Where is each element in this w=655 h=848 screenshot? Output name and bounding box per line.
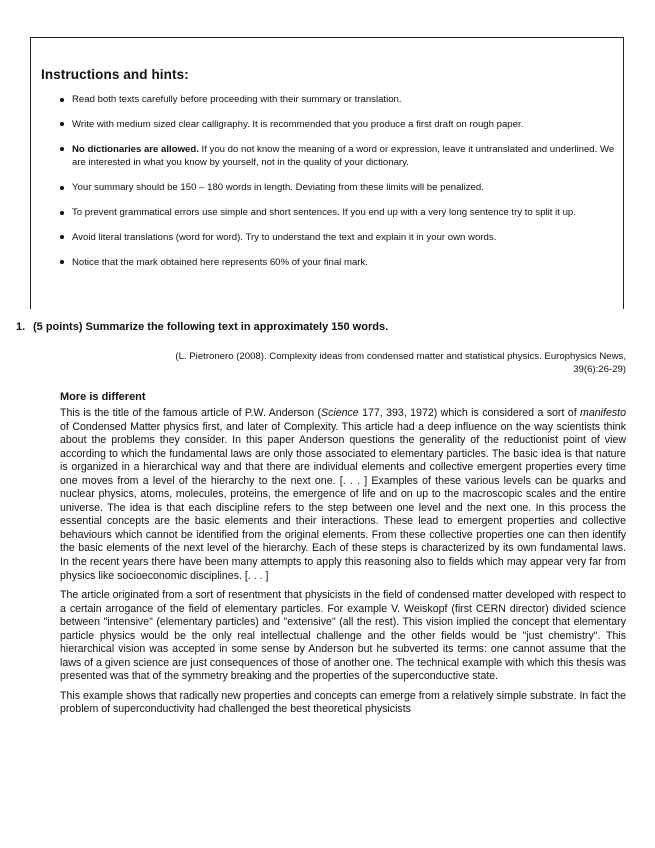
question-title: (5 points) Summarize the following text in approximately 150 words. <box>33 321 389 333</box>
instructions-box <box>30 37 624 309</box>
hint-item: Avoid literal translations (word for word). Try to understand the text and explain it in your own words. <box>31 231 623 244</box>
bullet-icon <box>60 260 64 264</box>
hints-list <box>31 93 623 281</box>
citation-line-2: 39(6):26-29) <box>573 364 626 375</box>
hint-item: Notice that the mark obtained here represents 60% of your final mark. <box>31 256 623 269</box>
instructions-title: Instructions and hints: <box>41 67 189 82</box>
bullet-icon <box>60 98 64 102</box>
hint-item: To prevent grammatical errors use simple and short sentences. If you end up with a very long sentence try to split it up. <box>31 206 623 219</box>
bullet-icon <box>60 147 64 151</box>
article-paragraph: The article originated from a sort of resentment that physicists in the field of condensed matter developed with respect to a certain arrogance of the field of elementary particles. For example V. Weiskopf (first CERN director) divided science between "intensive" (elementary particles) and "extensive" (all the rest). This vision implied the concept that elementary particle physics would be the only real intellectual challenge and the other fields would be "just chemistry". This hierarchical vision was accepted in some sense by Anderson but he subverted its terms: one cannot assume that the laws of a given science are just consequences of those of another one. The technical example with which this thesis was presented was that of the symmetry breaking and the properties of the superconductive state. <box>60 589 626 683</box>
bullet-icon <box>60 235 64 239</box>
hint-item: Read both texts carefully before proceeding with their summary or translation. <box>31 93 623 106</box>
article-paragraph: This is the title of the famous article of P.W. Anderson (Science 177, 393, 1972) which is considered a sort of manifesto of Condensed Matter physics first, and later of Complexity. This article had a deep influence on the way scientists think about the problems they consider. In this paper Anderson questions the generality of the reductionist point of view according to which the fundamental laws are only those associated to elementary particles. The basic idea is that nature is organized in a hierarchical way and that there are individual elements and collective emergent properties every time one moves from a level of the hierarchy to the next one. [. . . ] Examples of these various levels can be quarks and nuclear physics, atoms, molecules, proteins, the emergence of life and on up to the macroscopic scales and the entire universe. The idea is that each discipline refers to the step between one level and the next one. In this process the essential concepts are the basic elements and their interactions. These lead to emergent properties and collective behaviours which cannot be identified from the original elements. From these collective properties one can then identify the basic elements of the next level of the hierarchy. Each of these steps is characterized by its own fundamental laws. In the recent years there have been many attempts to apply this reasoning also to fields which may appear very far from physics like socioeconomic disciplines. [. . . ] <box>60 407 626 582</box>
hint-item: Write with medium sized clear calligraphy. It is recommended that you produce a first draft on rough paper. <box>31 118 623 131</box>
article <box>60 391 626 723</box>
hint-item: Your summary should be 150 – 180 words in length. Deviating from these limits will be penalized. <box>31 181 623 194</box>
citation-line-1: (L. Pietronero (2008). Complexity ideas from condensed matter and statistical physics. Europhysics News, <box>175 351 626 362</box>
bullet-icon <box>60 122 64 126</box>
article-paragraph: This example shows that radically new properties and concepts can emerge from a relatively simple substrate. In fact the problem of superconductivity had challenged the best theoretical physicists <box>60 689 626 716</box>
citation <box>60 350 626 376</box>
hint-item: No dictionaries are allowed. If you do not know the meaning of a word or expression, leave it untranslated and underlined. We are interested in what you know by yourself, not in the quality of your dictionary. <box>31 143 623 170</box>
bullet-icon <box>60 186 64 190</box>
question-number: 1. <box>16 321 26 333</box>
bullet-icon <box>60 211 64 215</box>
article-title: More is different <box>60 391 146 403</box>
